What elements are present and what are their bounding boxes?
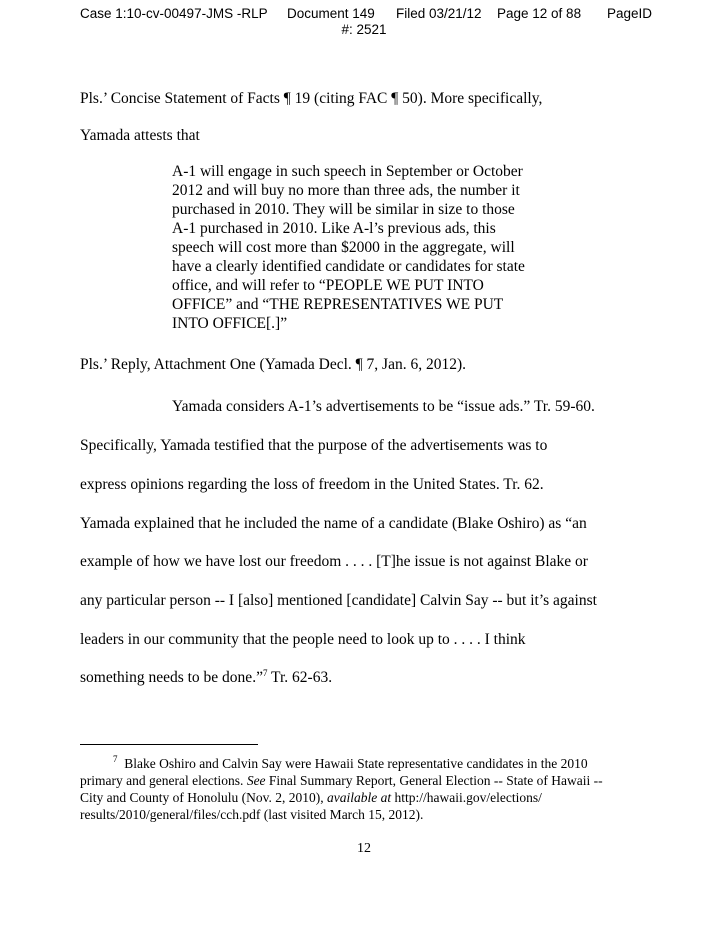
footnote-reference[interactable]: 7 [262,668,268,678]
paragraph-line [80,669,332,687]
footnote-text: City and County of Honolulu (Nov. 2, 2010), [80,790,327,805]
footnote-divider [80,744,258,745]
signal-see: See [246,773,266,788]
block-quote-line: have a clearly identified candidate or candidates for state [172,258,525,275]
block-quote-line: INTO OFFICE[.]” [172,315,288,332]
footnote-text: Blake Oshiro and Calvin Say were Hawaii State representative candidates in the 2010 [124,756,588,771]
paragraph-text: something needs to be done.” [80,669,263,686]
paragraph-line: any particular person -- I [also] mentioned [candidate] Calvin Say -- but it’s against [80,592,597,609]
block-quote-line: OFFICE” and “THE REPRESENTATIVES WE PUT [172,296,504,313]
paragraph-text: Tr. 62-63. [267,669,333,686]
block-quote-line: A-1 will engage in such speech in September or October [172,163,523,180]
pageid-label: PageID [607,6,653,21]
document-number: Document 149 [287,6,375,21]
paragraph-line: express opinions regarding the loss of freedom in the United States. Tr. 62. [80,476,544,493]
block-quote-line: office, and will refer to “PEOPLE WE PUT INTO [172,277,484,294]
block-quote-line: A-1 purchased in 2010. Like A-l’s previous ads, this [172,220,496,237]
block-quote-line: 2012 and will buy no more than three ads, the number it [172,182,520,199]
page-of: Page 12 of 88 [497,6,582,21]
footnote-line [80,773,603,789]
paragraph-line: Yamada explained that he included the name of a candidate (Blake Oshiro) as “an [80,515,587,532]
paragraph-line: Yamada attests that [80,127,200,144]
footnote-line [80,756,588,772]
block-quote-line: purchased in 2010. They will be similar in size to those [172,201,515,218]
paragraph-first-line: Yamada considers A-1’s advertisements to be “issue ads.” Tr. 59-60. [172,398,595,415]
citation-line: Pls.’ Reply, Attachment One (Yamada Decl. ¶ 7, Jan. 6, 2012). [80,356,466,373]
signal-available-at: available at [327,790,392,805]
block-quote-line: speech will cost more than $2000 in the aggregate, will [172,239,515,256]
footnote-line [80,790,542,806]
pageid-number: #: 2521 [341,22,387,37]
paragraph-line: example of how we have lost our freedom . . . . [T]he issue is not against Blake or [80,553,588,570]
case-number: Case 1:10-cv-00497-JMS -RLP [80,6,268,21]
footnote-url: http://hawaii.gov/elections/ [391,790,542,805]
paragraph-line: Specifically, Yamada testified that the purpose of the advertisements was to [80,437,548,454]
filed-date: Filed 03/21/12 [396,6,482,21]
footnote-text: Final Summary Report, General Election -- State of Hawaii -- [265,773,603,788]
footnote-text: primary and general elections. [80,773,247,788]
footnote-marker: 7 [113,754,118,764]
page-number: 12 [357,841,371,856]
footnote-line: results/2010/general/files/cch.pdf (last visited March 15, 2012). [80,807,424,822]
paragraph-line: Pls.’ Concise Statement of Facts ¶ 19 (citing FAC ¶ 50). More specifically, [80,90,543,107]
paragraph-line: leaders in our community that the people need to look up to . . . . I think [80,631,526,648]
